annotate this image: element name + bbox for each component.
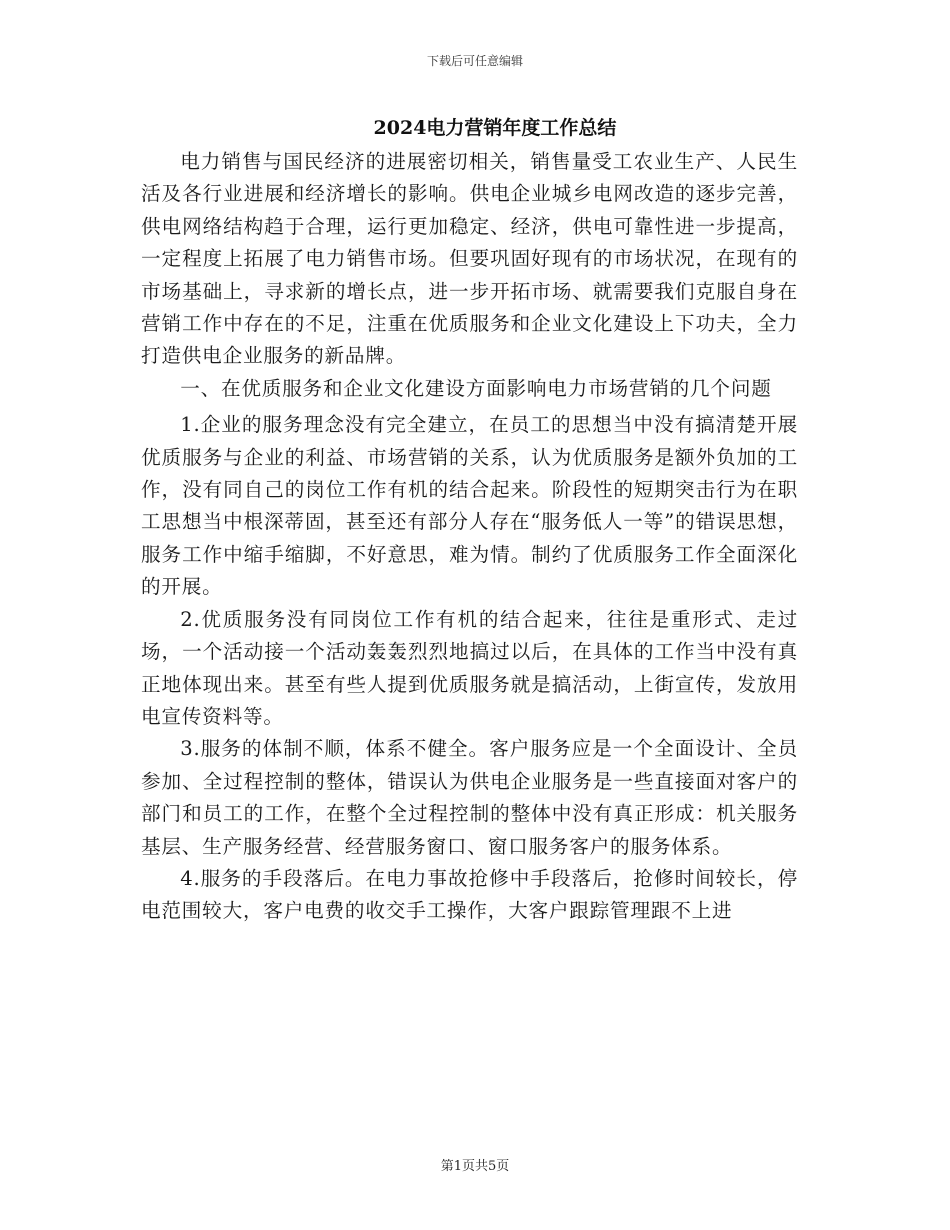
header-note: 下载后可任意编辑 bbox=[426, 54, 523, 68]
document-title: 2024电力营销年度工作总结 bbox=[373, 117, 617, 139]
paragraph-item-1: 1.企业的服务理念没有完全建立，在员工的思想当中没有搞清楚开展优质服务与企业的利益、市场营销的关系，认为优质服务是额外负加的工作，没有同自己的岗位工作有机的结合起来。阶段性的短期突击行为在职工思想当中根深蒂固，甚至还有部分人存在“服务低人一等”的错误思想，服务工作中缩手缩脚，不好意思，难为情。制约了优质服务工作全面深化的开展。 bbox=[141, 413, 798, 599]
paragraph-item-4: 4.服务的手段落后。在电力事故抢修中手段落后，抢修时间较长，停电范围较大，客户电费的收交手工操作，大客户跟踪管理跟不上进 bbox=[141, 866, 798, 923]
paragraph-intro: 电力销售与国民经济的进展密切相关，销售量受工农业生产、人民生活及各行业进展和经济增长的影响。供电企业城乡电网改造的逐步完善，供电网络结构趋于合理，运行更加稳定、经济，供电可靠性进一步提高，一定程度上拓展了电力销售市场。但要巩固好现有的市场状况，在现有的市场基础上，寻求新的增长点，进一步开拓市场、就需要我们克服自身在营销工作中存在的不足，注重在优质服务和企业文化建设上下功夫，全力打造供电企业服务的新品牌。 bbox=[141, 150, 798, 368]
paragraph-item-3: 3.服务的体制不顺，体系不健全。客户服务应是一个全面设计、全员参加、全过程控制的整体，错误认为供电企业服务是一些直接面对客户的部门和员工的工作，在整个全过程控制的整体中没有真正形成：机关服务基层、生产服务经营、经营服务窗口、窗口服务客户的服务体系。 bbox=[141, 737, 798, 858]
document-body bbox=[141, 146, 798, 928]
paragraph-item-2: 2.优质服务没有同岗位工作有机的结合起来，往往是重形式、走过场，一个活动接一个活动轰轰烈烈地搞过以后，在具体的工作当中没有真正地体现出来。甚至有些人提到优质服务就是搞活动，上街宣传，发放用电宣传资料等。 bbox=[141, 607, 798, 728]
section-heading-1: 一、在优质服务和企业文化建设方面影响电力市场营销的几个问题 bbox=[180, 376, 772, 400]
page-number: 第1页共5页 bbox=[440, 1159, 510, 1174]
